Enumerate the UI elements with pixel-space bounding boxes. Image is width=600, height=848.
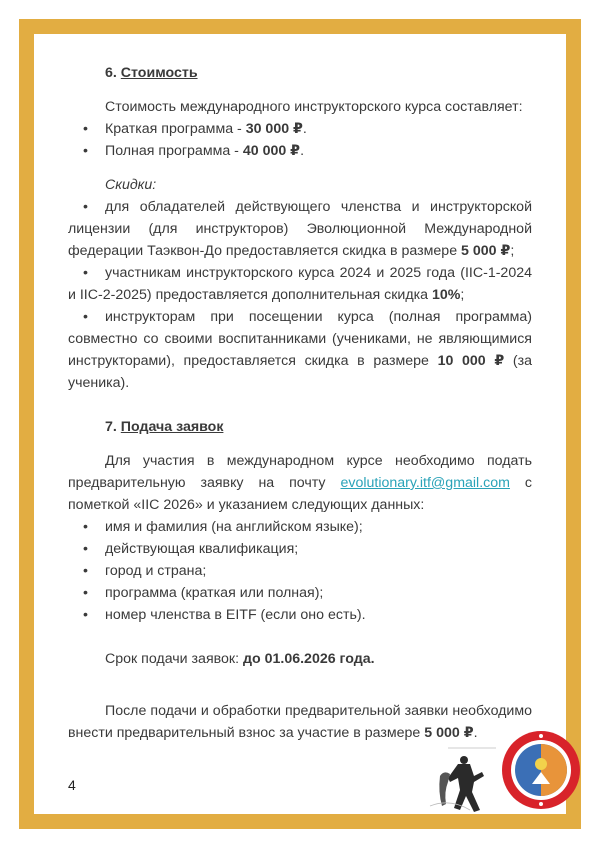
list-item: • участникам инструкторского курса 2024 и 2025 года (IIC-1-2024 и IIC-2-2025) предоставляется дополнительная скидка 10%; xyxy=(68,262,532,306)
discount-list xyxy=(68,196,532,394)
page-content xyxy=(68,62,532,744)
section6-title: Стоимость xyxy=(120,65,198,81)
section7-number: 7. xyxy=(105,419,117,435)
silhouette-logo xyxy=(420,736,500,818)
discounts-title: Скидки: xyxy=(105,177,157,193)
list-item: • Краткая программа - 30 000 ₽. xyxy=(68,118,532,140)
section7-heading xyxy=(68,416,532,438)
eitf-emblem xyxy=(500,722,582,818)
email-link[interactable]: evolutionary.itf@gmail.com xyxy=(340,475,510,491)
list-item: • действующая квалификация; xyxy=(68,538,532,560)
page-number: 4 xyxy=(68,777,76,793)
list-item: • имя и фамилия (на английском языке); xyxy=(68,516,532,538)
list-item: • город и страна; xyxy=(68,560,532,582)
list-item: • номер членства в EITF (если оно есть). xyxy=(68,604,532,626)
section6-number: 6. xyxy=(105,65,117,81)
section6-heading xyxy=(68,62,532,84)
deadline: Срок подачи заявок: до 01.06.2026 года. xyxy=(105,651,375,667)
section6-intro: Стоимость международного инструкторского курса составляет: xyxy=(105,99,523,115)
fee-paragraph: После подачи и обработки предварительной заявки необходимо внести предварительный взнос за участие в размере 5 000 ₽. xyxy=(68,703,532,741)
list-item: • программа (краткая или полная); xyxy=(68,582,532,604)
list-item: • Полная программа - 40 000 ₽. xyxy=(68,140,532,162)
section7-paragraph: Для участия в международном курсе необходимо подать предварительную заявку на почту evolutionary.itf@gmail.com с пометкой «IIC 2026» и указанием следующих данных: xyxy=(68,453,533,513)
program-list xyxy=(68,118,532,162)
list-item: • для обладателей действующего членства и инструкторской лицензии (для инструкторов) Эволюционной Международной федерации Таэквон-До предоставляется скидка в размере 5 000 ₽; xyxy=(68,196,532,262)
required-data-list xyxy=(68,516,532,626)
section7-title: Подача заявок xyxy=(120,419,224,435)
list-item: • инструкторам при посещении курса (полная программа) совместно со своими воспитанниками (учениками, не являющимися инструкторами), предоставляется скидка в размере 10 000 ₽ (за ученика). xyxy=(68,306,532,394)
